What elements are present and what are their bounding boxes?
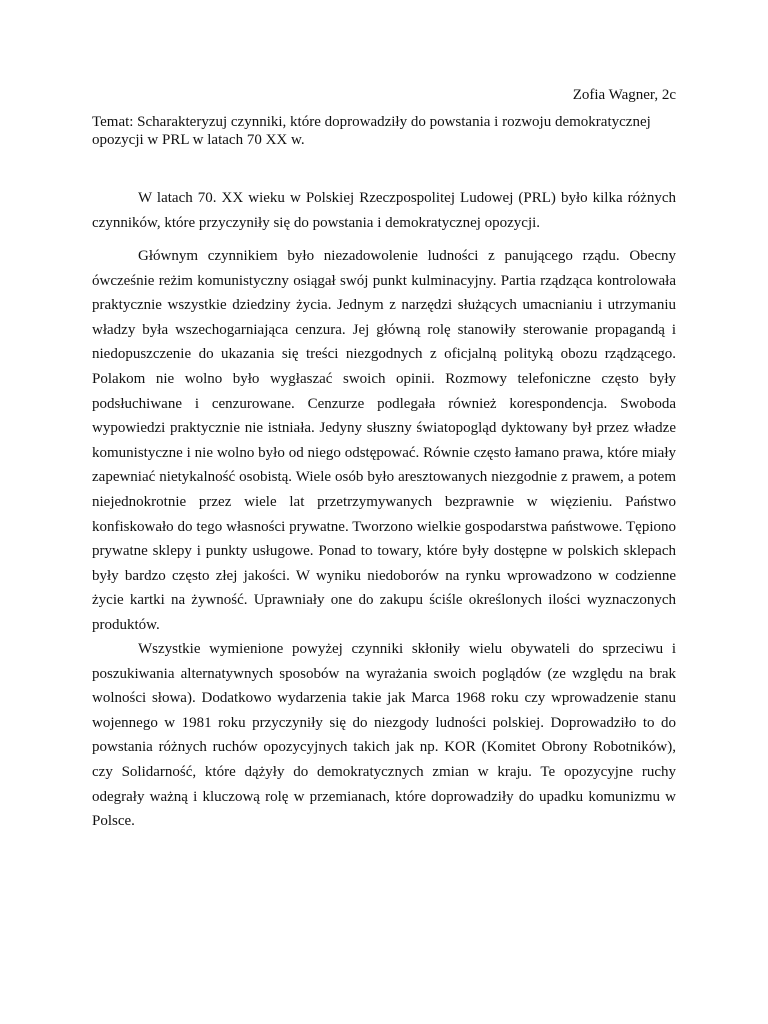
author-line: Zofia Wagner, 2c	[572, 87, 676, 103]
essay-topic: Temat: Scharakteryzuj czynniki, które doprowadziły do powstania i rozwoju demokratycznej opozycji w PRL w latach 70 XX w.	[92, 114, 651, 148]
paragraph-main-factors: Głównym czynnikiem było niezadowolenie ludności z panującego rządu. Obecny ówcześnie reżim komunistyczny osiągał swój punkt kulminacyjny. Partia rządząca kontrolowała praktycznie wszystkie dziedziny życia. Jednym z narzędzi służących umacnianiu i utrzymaniu władzy była wszechogarniająca cenzura. Jej główną rolę stanowiły sterowanie propagandą i niedopuszczenie do ukazania się treści niezgodnych z oficjalną polityką obozu rządzącego. Polakom nie wolno było wygłaszać swoich opinii. Rozmowy telefoniczne często były podsłuchiwane i cenzurowane. Cenzurze podlegała również korespondencja. Swoboda wypowiedzi praktycznie nie istniała. Jedyny słuszny światopogląd dyktowany był przez władze komunistyczne i nie wolno było od niego odstępować. Równie często łamano prawa, które miały zapewniać nietykalność osobistą. Wiele osób było aresztowanych niezgodnie z prawem, a potem niejednokrotnie przez wiele lat przetrzymywanych bezprawnie w więzieniu. Państwo konfiskowało do tego własności prywatne. Tworzono wielkie gospodarstwa państwowe. Tępiono prywatne sklepy i punkty usługowe. Ponad to towary, które były dostępne w polskich sklepach były bardzo często złej jakości. W wyniku niedoborów na rynku wprowadzono w codzienne życie kartki na żywność. Uprawniały one do zakupu ściśle określonych ilości wyznaczonych produktów.	[92, 248, 676, 633]
paragraph-intro: W latach 70. XX wieku w Polskiej Rzeczpospolitej Ludowej (PRL) było kilka różnych czynników, które przyczyniły się do powstania i demokratycznej opozycji.	[92, 190, 676, 231]
paragraph-conclusion: Wszystkie wymienione powyżej czynniki skłoniły wielu obywateli do sprzeciwu i poszukiwania alternatywnych sposobów na wyrażania swoich poglądów (ze względu na brak wolności słowa). Dodatkowo wydarzenia takie jak Marca 1968 roku czy wprowadzenie stanu wojennego w 1981 roku przyczyniły się do niezgody ludności polskiej. Doprowadziło to do powstania różnych ruchów opozycyjnych takich jak np. KOR (Komitet Obrony Robotników), czy Solidarność, które dążyły do demokratycznych zmian w kraju. Te opozycyjne ruchy odegrały ważną i kluczową rolę w przemianach, które doprowadziły do upadku komunizmu w Polsce.	[92, 641, 676, 830]
